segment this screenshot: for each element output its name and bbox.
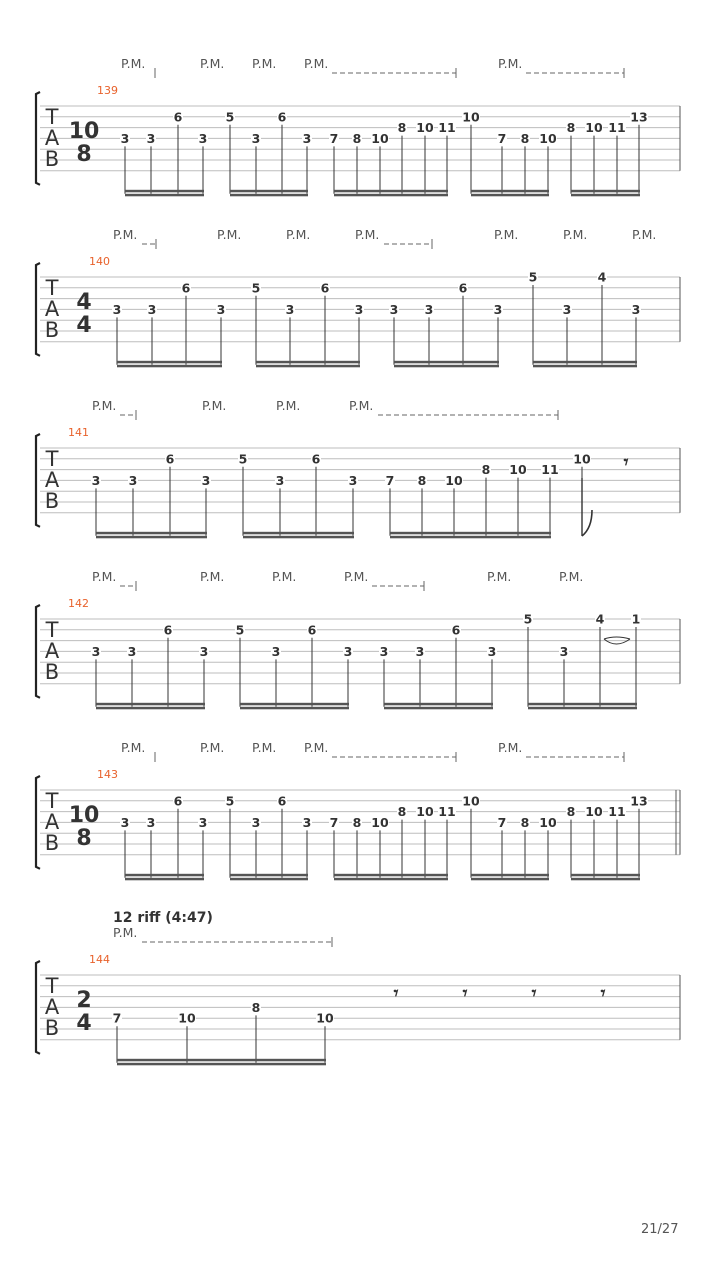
system-bracket [36, 776, 40, 869]
fret-number: 6 [165, 451, 175, 467]
fret-number: 8 [520, 814, 530, 830]
beam [471, 878, 549, 881]
palm-mute-label: P.M. [252, 56, 277, 71]
beam [533, 365, 637, 368]
fret-number: 3 [302, 130, 312, 146]
fret-number: 10 [585, 120, 603, 136]
palm-mute-label: P.M. [349, 398, 374, 413]
fret-number: 10 [371, 130, 389, 146]
fret-number: 3 [199, 643, 209, 659]
palm-mute-label: P.M. [252, 740, 277, 755]
tab-clef-letter: T [45, 789, 59, 813]
fret-number: 3 [487, 643, 497, 659]
beam [240, 707, 349, 710]
fret-number: 3 [146, 130, 156, 146]
beam [96, 703, 205, 706]
beam [390, 532, 551, 535]
beam [230, 874, 308, 877]
fret-number: 10 [416, 120, 434, 136]
fret-number: 13 [630, 109, 648, 125]
beam [243, 532, 354, 535]
fret-number: 8 [251, 999, 261, 1015]
time-signature-top: 2 [76, 988, 92, 1013]
tab-clef-letter: B [44, 1016, 60, 1040]
fret-number: 7 [385, 472, 395, 488]
fret-number: 7 [497, 814, 507, 830]
system-bracket [36, 605, 40, 698]
rest-symbol: 𝄾 [531, 983, 537, 1004]
fret-number: 6 [451, 622, 461, 638]
fret-number: 3 [379, 643, 389, 659]
measure-number: 141 [68, 426, 89, 439]
rest-symbol: 𝄾 [600, 983, 606, 1004]
fret-number: 11 [541, 462, 559, 478]
tab-clef-letter: B [44, 831, 60, 855]
palm-mute-label: P.M. [344, 569, 369, 584]
beam [256, 361, 360, 364]
tab-clef-letter: B [44, 489, 60, 513]
fret-number: 3 [112, 301, 122, 317]
fret-number: 8 [481, 462, 491, 478]
fret-number: 6 [307, 622, 317, 638]
fret-number: 5 [225, 793, 235, 809]
fret-number: 5 [238, 451, 248, 467]
palm-mute-label: P.M. [276, 398, 301, 413]
palm-mute-label: P.M. [272, 569, 297, 584]
beam [125, 194, 204, 197]
fret-number: 11 [608, 804, 626, 820]
fret-number: 3 [120, 130, 130, 146]
fret-number: 6 [181, 280, 191, 296]
fret-number: 3 [251, 130, 261, 146]
fret-number: 13 [630, 793, 648, 809]
fret-number: 8 [352, 130, 362, 146]
beam [243, 536, 354, 539]
beam [533, 361, 637, 364]
palm-mute-label: P.M. [563, 227, 588, 242]
palm-mute-label: P.M. [304, 740, 329, 755]
tab-clef-letter: A [44, 639, 60, 663]
time-signature-top: 4 [76, 290, 92, 315]
note-flag [582, 510, 592, 536]
fret-number: 3 [146, 814, 156, 830]
fret-number: 3 [198, 814, 208, 830]
palm-mute-label: P.M. [121, 56, 146, 71]
palm-mute-label: P.M. [286, 227, 311, 242]
palm-mute-label: P.M. [200, 56, 225, 71]
fret-number: 3 [91, 643, 101, 659]
rest-symbol: 𝄾 [623, 452, 629, 473]
fret-number: 3 [631, 301, 641, 317]
fret-number: 3 [198, 130, 208, 146]
tab-clef-letter: T [45, 974, 59, 998]
palm-mute-label: P.M. [559, 569, 584, 584]
fret-number: 3 [271, 643, 281, 659]
fret-number: 3 [275, 472, 285, 488]
fret-number: 3 [147, 301, 157, 317]
fret-number: 3 [493, 301, 503, 317]
beam [230, 878, 308, 881]
fret-number: 3 [91, 472, 101, 488]
time-signature-bottom: 4 [76, 313, 92, 338]
rest-symbol: 𝄾 [462, 983, 468, 1004]
beam [230, 190, 308, 193]
fret-number: 10 [416, 804, 434, 820]
fret-number: 10 [539, 130, 557, 146]
tab-clef-letter: A [44, 468, 60, 492]
fret-number: 10 [178, 1010, 196, 1026]
palm-mute-label: P.M. [355, 227, 380, 242]
beam [571, 878, 640, 881]
palm-mute-label: P.M. [202, 398, 227, 413]
fret-number: 5 [528, 269, 538, 285]
fret-number: 7 [112, 1010, 122, 1026]
beam [117, 1063, 326, 1066]
palm-mute-label: P.M. [92, 569, 117, 584]
beam [96, 532, 207, 535]
fret-number: 5 [523, 611, 533, 627]
fret-number: 3 [415, 643, 425, 659]
fret-number: 3 [559, 643, 569, 659]
fret-number: 10 [573, 451, 591, 467]
measure-number: 144 [89, 953, 110, 966]
fret-number: 8 [520, 130, 530, 146]
time-signature-bottom: 8 [76, 142, 92, 167]
palm-mute-label: P.M. [113, 925, 138, 940]
beam [125, 878, 204, 881]
palm-mute-label: P.M. [494, 227, 519, 242]
beam [394, 361, 499, 364]
fret-number: 3 [127, 643, 137, 659]
system-bracket [36, 263, 40, 356]
beam [384, 707, 493, 710]
fret-number: 8 [397, 804, 407, 820]
fret-number: 10 [445, 472, 463, 488]
beam [528, 703, 637, 706]
tab-clef-letter: T [45, 618, 59, 642]
fret-number: 10 [316, 1010, 334, 1026]
palm-mute-label: P.M. [498, 56, 523, 71]
fret-number: 3 [389, 301, 399, 317]
fret-number: 7 [329, 814, 339, 830]
tab-clef-letter: T [45, 105, 59, 129]
palm-mute-label: P.M. [632, 227, 657, 242]
beam [96, 536, 207, 539]
rest-symbol: 𝄾 [393, 983, 399, 1004]
fret-number: 3 [424, 301, 434, 317]
fret-number: 6 [163, 622, 173, 638]
beam [394, 365, 499, 368]
fret-number: 6 [173, 109, 183, 125]
page-number: 21/27 [641, 1222, 679, 1237]
fret-number: 5 [251, 280, 261, 296]
fret-number: 8 [566, 804, 576, 820]
fret-number: 3 [562, 301, 572, 317]
fret-number: 8 [417, 472, 427, 488]
beam [471, 190, 549, 193]
fret-number: 4 [595, 611, 605, 627]
fret-number: 3 [201, 472, 211, 488]
fret-number: 8 [397, 120, 407, 136]
tab-clef-letter: A [44, 995, 60, 1019]
beam [240, 703, 349, 706]
tab-clef-letter: A [44, 810, 60, 834]
palm-mute-label: P.M. [200, 569, 225, 584]
fret-number: 10 [539, 814, 557, 830]
system-bracket [36, 434, 40, 527]
fret-number: 3 [120, 814, 130, 830]
fret-number: 11 [438, 804, 456, 820]
fret-number: 10 [462, 793, 480, 809]
fret-number: 7 [497, 130, 507, 146]
beam [117, 361, 222, 364]
fret-number: 3 [302, 814, 312, 830]
fret-number: 3 [251, 814, 261, 830]
section-marker: 12 riff (4:47) [113, 910, 213, 926]
beam [334, 190, 448, 193]
system-bracket [36, 92, 40, 185]
beam [125, 874, 204, 877]
fret-number: 3 [343, 643, 353, 659]
fret-number: 6 [277, 109, 287, 125]
system-bracket [36, 961, 40, 1054]
tab-clef-letter: T [45, 276, 59, 300]
beam [384, 703, 493, 706]
fret-number: 7 [329, 130, 339, 146]
palm-mute-label: P.M. [498, 740, 523, 755]
beam [117, 1059, 326, 1062]
tab-clef-letter: B [44, 318, 60, 342]
measure-number: 140 [89, 255, 110, 268]
fret-number: 5 [235, 622, 245, 638]
fret-number: 1 [631, 611, 641, 627]
time-signature-top: 10 [68, 119, 100, 144]
beam [334, 878, 448, 881]
beam [256, 365, 360, 368]
palm-mute-label: P.M. [200, 740, 225, 755]
beam [125, 190, 204, 193]
fret-number: 6 [173, 793, 183, 809]
fret-number: 3 [285, 301, 295, 317]
tab-clef-letter: A [44, 126, 60, 150]
fret-number: 6 [458, 280, 468, 296]
fret-number: 10 [585, 804, 603, 820]
tab-clef-letter: T [45, 447, 59, 471]
fret-number: 8 [566, 120, 576, 136]
fret-number: 11 [608, 120, 626, 136]
beam [390, 536, 551, 539]
tab-clef-letter: A [44, 297, 60, 321]
measure-number: 139 [97, 84, 118, 97]
palm-mute-label: P.M. [92, 398, 117, 413]
fret-number: 3 [354, 301, 364, 317]
fret-number: 6 [320, 280, 330, 296]
beam [230, 194, 308, 197]
fret-number: 11 [438, 120, 456, 136]
fret-number: 10 [462, 109, 480, 125]
fret-number: 3 [348, 472, 358, 488]
tab-clef-letter: B [44, 660, 60, 684]
beam [96, 707, 205, 710]
fret-number: 10 [509, 462, 527, 478]
fret-number: 3 [128, 472, 138, 488]
measure-number: 143 [97, 768, 118, 781]
beam [528, 707, 637, 710]
beam [571, 190, 640, 193]
tab-clef-letter: B [44, 147, 60, 171]
beam [334, 874, 448, 877]
palm-mute-label: P.M. [121, 740, 146, 755]
fret-number: 6 [311, 451, 321, 467]
beam [471, 874, 549, 877]
beam [571, 194, 640, 197]
beam [471, 194, 549, 197]
time-signature-top: 10 [68, 803, 100, 828]
beam [334, 194, 448, 197]
fret-number: 10 [371, 814, 389, 830]
time-signature-bottom: 8 [76, 826, 92, 851]
palm-mute-label: P.M. [113, 227, 138, 242]
time-signature-bottom: 4 [76, 1011, 92, 1036]
beam [117, 365, 222, 368]
measure-number: 142 [68, 597, 89, 610]
fret-number: 8 [352, 814, 362, 830]
palm-mute-label: P.M. [487, 569, 512, 584]
palm-mute-label: P.M. [304, 56, 329, 71]
fret-number: 5 [225, 109, 235, 125]
fret-number: 4 [597, 269, 607, 285]
beam [571, 874, 640, 877]
palm-mute-label: P.M. [217, 227, 242, 242]
fret-number: 6 [277, 793, 287, 809]
fret-number: 3 [216, 301, 226, 317]
